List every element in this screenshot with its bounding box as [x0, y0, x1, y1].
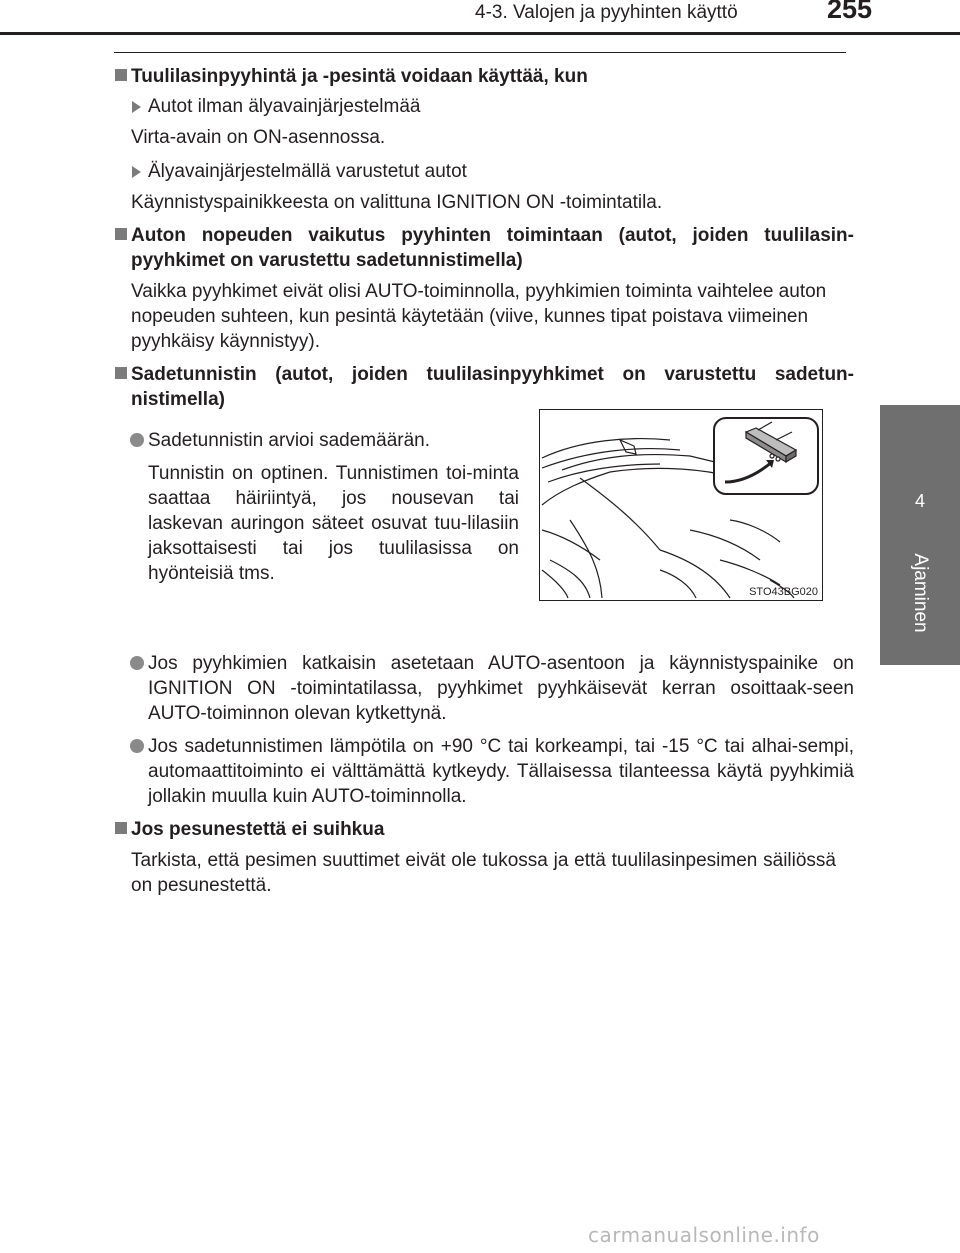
section-heading: Tuulilasinpyyhintä ja -pesintä voidaan käyttää, kun: [114, 64, 854, 89]
triangle-bullet-icon: [132, 101, 141, 113]
chapter-tab[interactable]: [880, 405, 960, 665]
list-item-text: Jos pyyhkimien katkaisin asetetaan AUTO-asentoon ja käynnistyspainike on IGNITION ON -toimintatilassa, pyyhkimet pyyhkäisevät kerran osoittaak-seen AUTO-toiminnon olevan kytkettynä.: [148, 653, 854, 724]
list-item: [114, 734, 854, 809]
body-text: Tarkista, että pesimen suuttimet eivät ole tukossa ja että tuulilasinpesimen säiliössä on pesunestettä.: [131, 850, 836, 896]
list-item: [114, 651, 854, 726]
page-number: 255: [827, 0, 873, 24]
watermark: carmanualsonline.info: [588, 1223, 820, 1247]
list-item-text: Autot ilman älyavainjärjestelmää: [148, 96, 421, 117]
figure-code: STO43BG020: [749, 586, 818, 598]
body-text: Virta-avain on ON-asennossa.: [131, 127, 386, 148]
chapter-number: 4: [914, 491, 925, 511]
list-item: [114, 94, 854, 119]
rain-sensor-illustration: [539, 409, 823, 601]
car-windshield-drawing: [540, 410, 822, 600]
body-text: Vaikka pyyhkimet eivät olisi AUTO-toiminnolla, pyyhkimien toiminta vaihtelee auton nopeuden suhteen, kun pesintä käytetään (viive, kunnes tipat poistava viimeinen pyyhkäisy käynnistyy).: [131, 281, 827, 352]
circle-bullet-icon: [130, 739, 144, 753]
chapter-label: Ajaminen: [910, 553, 931, 633]
section-heading: Jos pesunestettä ei suihkua: [114, 817, 854, 842]
section-heading: Sadetunnistin (autot, joiden tuulilasinpyyhkimet on varustettu sadetun-nistimella): [114, 362, 854, 412]
content-rule: [114, 52, 846, 53]
triangle-bullet-icon: [132, 166, 141, 178]
sensor-note: [114, 428, 519, 586]
list-item-text: Älyavainjärjestelmällä varustetut autot: [148, 161, 467, 182]
list-item-text: Jos sadetunnistimen lämpötila on +90 °C tai korkeampi, tai -15 °C tai alhai-sempi, automaattitoiminto ei välttämättä kytkeydy. Tällaisessa tilanteessa käytä pyyhkimiä jollakin muulla kuin AUTO-toiminnolla.: [148, 736, 854, 807]
section-heading: Auton nopeuden vaikutus pyyhinten toimintaan (autot, joiden tuulilasin-pyyhkimet on varustettu sadetunnistimella): [114, 223, 854, 273]
section-title: 4-3. Valojen ja pyyhinten käyttö: [475, 2, 738, 23]
header-rule: [0, 32, 960, 35]
circle-bullet-icon: [130, 656, 144, 670]
body-text: Tunnistin on optinen. Tunnistimen toi-minta saattaa häiriintyä, jos nousevan tai laskevan auringon säteet osuvat tuu-lilasiin jaksottaisesti tai jos tuulilasissa on hyönteisiä tms.: [148, 463, 519, 584]
list-item-text: Sadetunnistin arvioi sademäärän.: [148, 430, 431, 451]
circle-bullet-icon: [130, 433, 144, 447]
list-item: [114, 159, 854, 184]
body-text: Käynnistyspainikkeesta on valittuna IGNITION ON -toimintatila.: [131, 192, 663, 213]
list-item: [114, 428, 519, 453]
